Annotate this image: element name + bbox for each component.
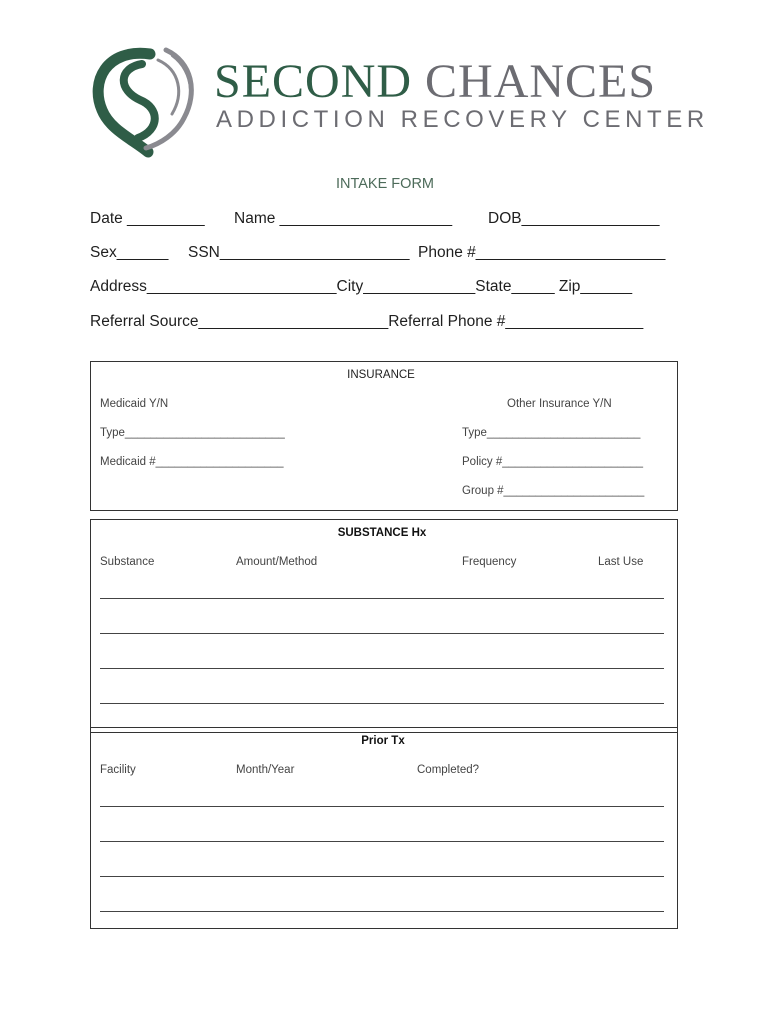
substance-col-amount: Amount/Method: [236, 556, 318, 568]
substance-col-frequency: Frequency: [462, 556, 517, 568]
prior-tx-entry-line[interactable]: [100, 806, 664, 807]
substance-entry-line[interactable]: [100, 633, 664, 634]
prior-tx-entry-line[interactable]: [100, 911, 664, 912]
sex-field[interactable]: Sex______: [90, 244, 169, 261]
substance-heading: SUBSTANCE Hx: [337, 527, 427, 539]
prior-tx-heading: Prior Tx: [361, 735, 405, 747]
prior-tx-col-month-year: Month/Year: [236, 764, 295, 776]
form-title: INTAKE FORM: [335, 176, 434, 192]
phone-field[interactable]: Phone #______________________: [418, 244, 666, 261]
policy-number-field[interactable]: Policy #______________________: [462, 456, 643, 468]
prior-tx-col-completed: Completed?: [417, 764, 480, 776]
substance-section: [90, 519, 678, 733]
prior-tx-section: [90, 727, 678, 929]
substance-entry-line[interactable]: [100, 668, 664, 669]
substance-entry-line[interactable]: [100, 703, 664, 704]
medicaid-type-field[interactable]: Type_________________________: [100, 427, 285, 439]
substance-entry-line[interactable]: [100, 598, 664, 599]
prior-tx-col-facility: Facility: [100, 764, 136, 776]
group-number-field[interactable]: Group #______________________: [462, 485, 645, 497]
referral-row[interactable]: Referral Source______________________Referral Phone #________________: [90, 313, 644, 330]
other-type-field[interactable]: Type________________________: [462, 427, 641, 439]
insurance-heading: INSURANCE: [347, 369, 415, 381]
substance-col-substance: Substance: [100, 556, 155, 568]
brand-word-2: CHANCES: [425, 55, 657, 108]
other-insurance-yn-field[interactable]: Other Insurance Y/N: [507, 398, 612, 410]
brand-subtitle: ADDICTION RECOVERY CENTER: [216, 106, 709, 133]
logo-icon: [88, 44, 200, 158]
prior-tx-entry-line[interactable]: [100, 876, 664, 877]
name-field[interactable]: Name ____________________: [234, 210, 453, 227]
date-field[interactable]: Date _________: [90, 210, 205, 227]
medicaid-yn-field[interactable]: Medicaid Y/N: [100, 398, 169, 410]
brand-word-1: SECOND: [214, 55, 413, 108]
dob-field[interactable]: DOB________________: [488, 210, 660, 227]
prior-tx-entry-line[interactable]: [100, 841, 664, 842]
ssn-field[interactable]: SSN______________________: [188, 244, 410, 261]
medicaid-number-field[interactable]: Medicaid #____________________: [100, 456, 284, 468]
brand-title: [214, 55, 657, 108]
address-row[interactable]: Address______________________City_____________State_____ Zip______: [90, 278, 633, 295]
substance-col-last-use: Last Use: [598, 556, 644, 568]
